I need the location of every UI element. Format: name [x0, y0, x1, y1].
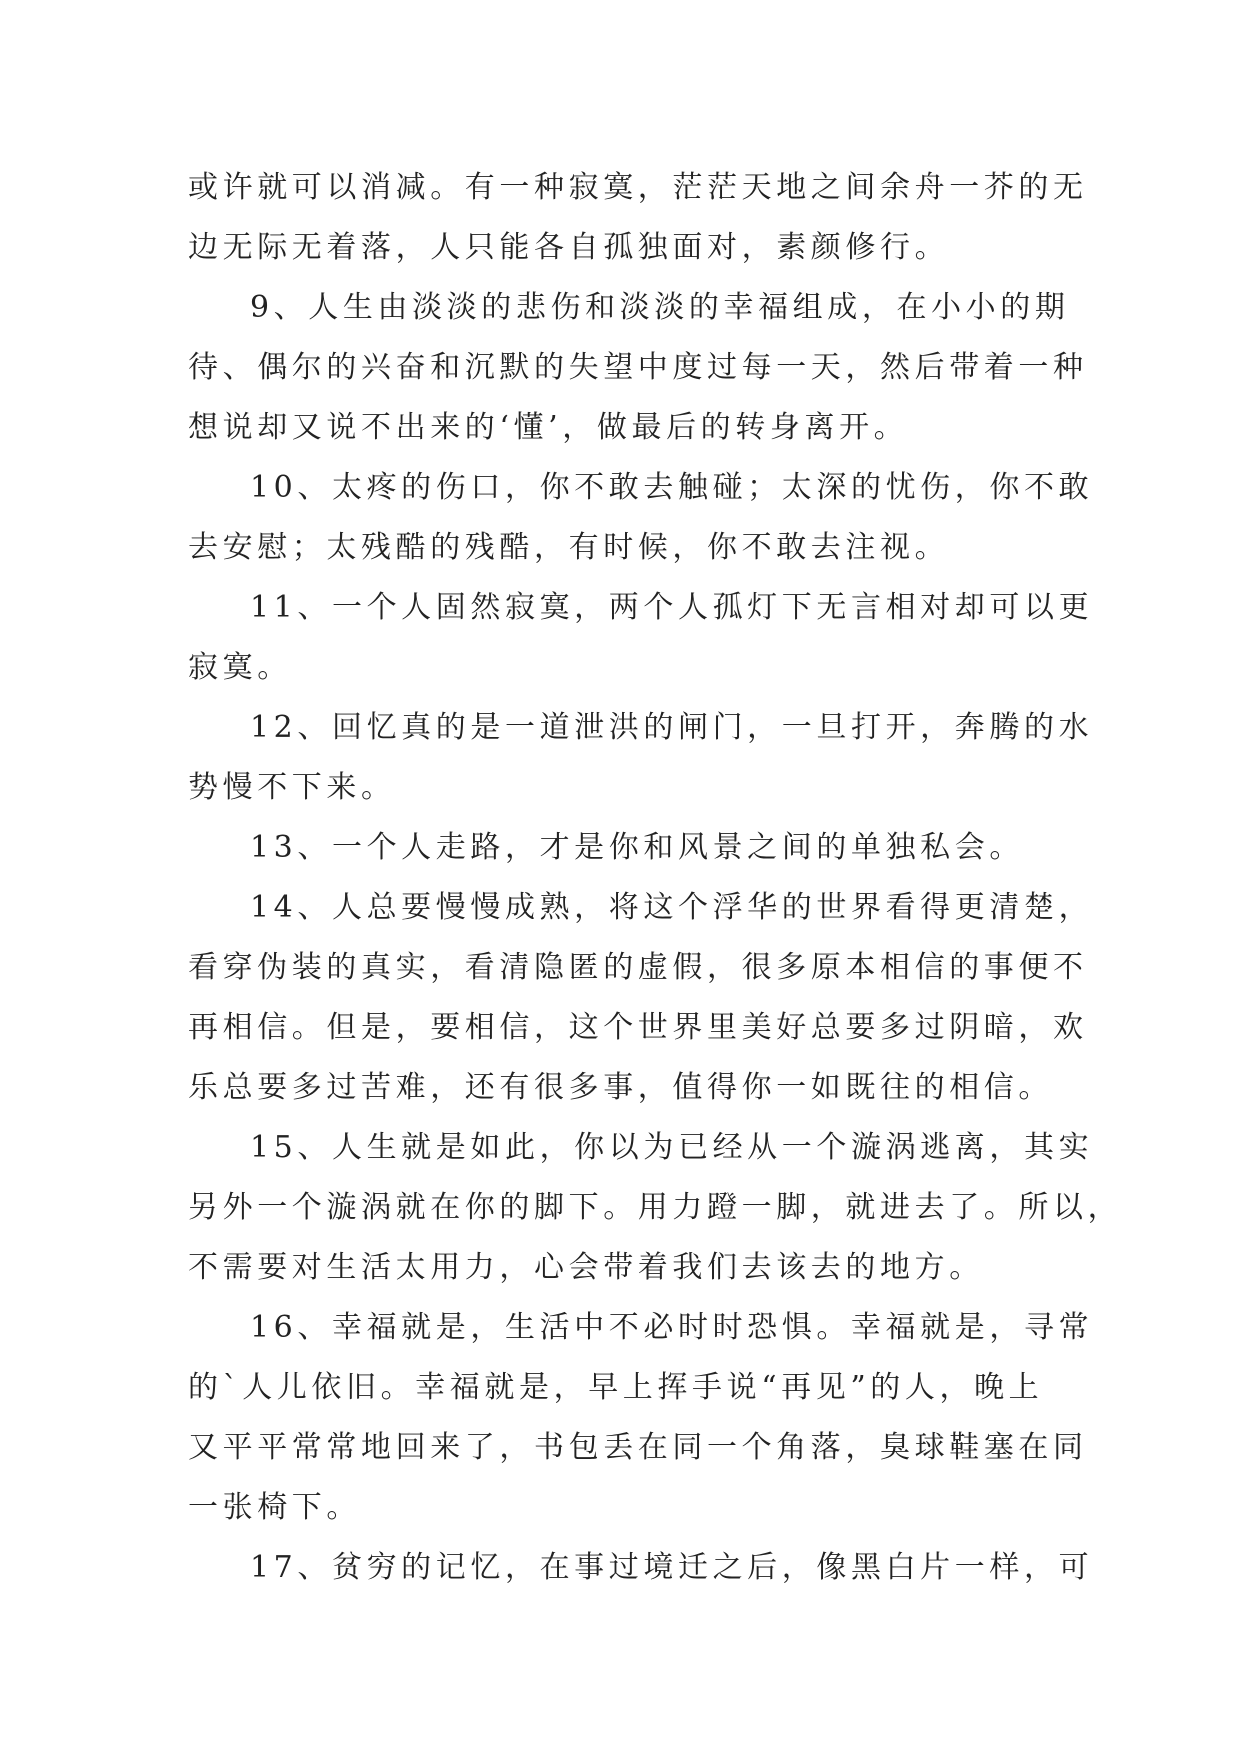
- text-line: 另外一个漩涡就在你的脚下。用力蹬一脚，就进去了。所以，: [188, 1190, 1123, 1225]
- text-line: 的`人儿依旧。幸福就是，早上挥手说“再见”的人，晚上: [188, 1370, 1044, 1405]
- paragraph-start-14: 14、人总要慢慢成熟，将这个浮华的世界看得更清楚，: [250, 890, 1094, 925]
- document-body: [188, 158, 1123, 1598]
- text-line: 不需要对生活太用力，心会带着我们去该去的地方。: [188, 1250, 984, 1285]
- paragraph-start-9: 9、人生由淡淡的悲伤和淡淡的幸福组成，在小小的期: [250, 290, 1070, 325]
- text-line: 乐总要多过苦难，还有很多事，值得你一如既往的相信。: [188, 1070, 1053, 1105]
- text-line: 待、偶尔的兴奋和沉默的失望中度过每一天，然后带着一种: [188, 350, 1088, 385]
- text-line: 又平平常常地回来了，书包丢在同一个角落，臭球鞋塞在同: [188, 1430, 1088, 1465]
- paragraph-start-17: 17、贫穷的记忆，在事过境迁之后，像黑白片一样，可: [250, 1550, 1094, 1585]
- text-line: 一张椅下。: [188, 1490, 361, 1525]
- text-line: 想说却又说不出来的‘懂’，做最后的转身离开。: [188, 410, 909, 445]
- paragraph-start-13: 13、一个人走路，才是你和风景之间的单独私会。: [250, 830, 1024, 865]
- text-line: 边无际无着落，人只能各自孤独面对，素颜修行。: [188, 230, 950, 265]
- text-line: 或许就可以消减。有一种寂寞，茫茫天地之间余舟一芥的无: [188, 170, 1088, 205]
- text-line: 再相信。但是，要相信，这个世界里美好总要多过阴暗，欢: [188, 1010, 1088, 1045]
- text-line: 看穿伪装的真实，看清隐匿的虚假，很多原本相信的事便不: [188, 950, 1088, 985]
- text-line: 势慢不下来。: [188, 770, 396, 805]
- paragraph-start-15: 15、人生就是如此，你以为已经从一个漩涡逃离，其实: [250, 1130, 1094, 1165]
- text-line: 寂寞。: [188, 650, 292, 685]
- text-line: 去安慰；太残酷的残酷，有时候，你不敢去注视。: [188, 530, 950, 565]
- paragraph-start-10: 10、太疼的伤口，你不敢去触碰；太深的忧伤，你不敢: [250, 470, 1094, 505]
- paragraph-start-11: 11、一个人固然寂寞，两个人孤灯下无言相对却可以更: [250, 590, 1094, 625]
- paragraph-start-12: 12、回忆真的是一道泄洪的闸门，一旦打开，奔腾的水: [250, 710, 1094, 745]
- paragraph-start-16: 16、幸福就是，生活中不必时时恐惧。幸福就是，寻常: [250, 1310, 1094, 1345]
